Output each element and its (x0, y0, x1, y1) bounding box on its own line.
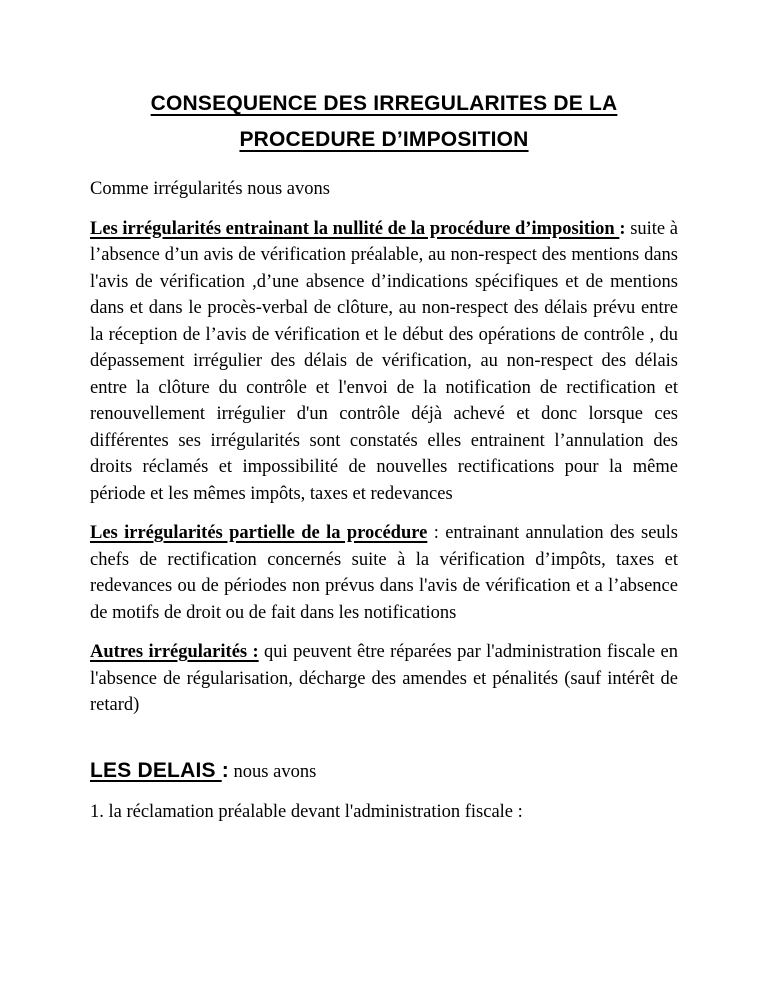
text-run: : (221, 758, 229, 782)
document-title (90, 86, 678, 158)
heading-les-delais (90, 758, 678, 786)
title-line-1: CONSEQUENCE DES IRREGULARITES DE LA (150, 92, 618, 115)
text-run: Autres irrégularités : (90, 642, 259, 662)
intro-paragraph: Comme irrégularités nous avons (90, 179, 330, 199)
paragraph-autres-irregularites (90, 639, 678, 719)
text-run: nous avons (228, 761, 317, 782)
text-run: qui peuvent être réparées par l'administration fiscale en l'absence de régularisation, décharge des amendes et pénalités (sauf intérêt de retard) (90, 642, 678, 715)
list-item-1: 1. la réclamation préalable devant l'administration fiscale : (90, 802, 523, 822)
text-run: Les irrégularités partielle de la procédure (90, 523, 428, 543)
blank-line (90, 732, 678, 758)
paragraph-irregularites-partielle (90, 520, 678, 626)
text-run: LES DELAIS (90, 758, 222, 782)
text-run: : (619, 218, 626, 239)
text-run: suite à l’absence d’un avis de vérification préalable, au non-respect des mentions dans l'avis de vérification ,d’une absence d’indications spécifiques et de mentions dans et dans le procès-verbal de clôture, au non-respect des délais prévu entre la réception de l’avis de vérification et le début des opérations de contrôle , du dépassement irrégulier des délais de vérification, au non-respect des délais entre la clôture du contrôle et l'envoi de la notification de rectification et renouvellement irrégulier d'un contrôle déjà achevé et donc lorsque ces différentes ses irrégularités sont constatés elles entrainent l’annulation des droits réclamés et impossibilité de nouvelles rectifications pour la même période et les mêmes impôts, taxes et redevances (90, 218, 679, 504)
text-run: : entrainant annulation des seuls chefs de rectification concernés suite à la vérification d’impôts, taxes et redevances ou de périodes non prévus dans l'avis de vérification et a l’absence de motifs de droit ou de fait dans les notifications (90, 523, 678, 623)
paragraph-irregularites-nullite (90, 216, 678, 508)
title-line-2: PROCEDURE D’IMPOSITION (239, 128, 529, 151)
text-run: Les irrégularités entrainant la nullité de la procédure d’imposition (90, 218, 620, 239)
